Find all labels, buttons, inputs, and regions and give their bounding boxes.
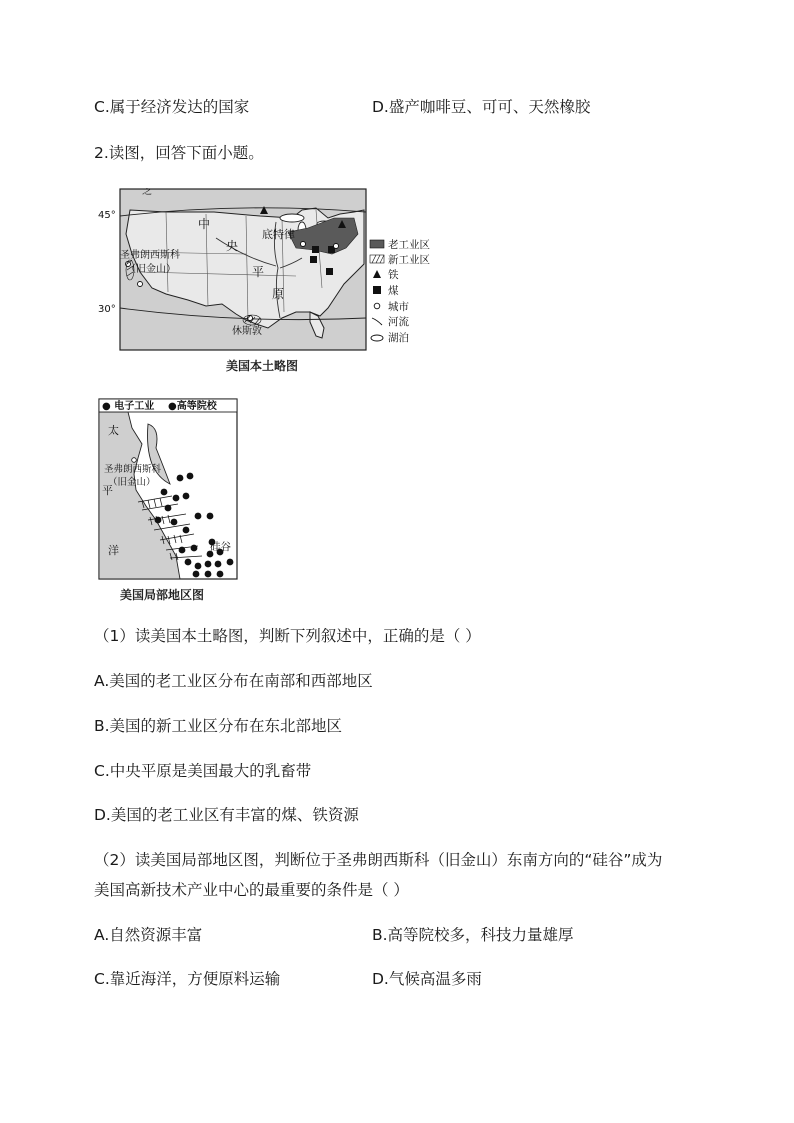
label-ping: 平 (102, 484, 113, 497)
central-plain-label-4: 原 (272, 287, 285, 301)
us-mainland-map-svg (96, 188, 436, 352)
sf-label-2: （旧金山） (108, 477, 156, 488)
legend-lake: 湖泊 (388, 332, 409, 344)
legend-river: 河流 (388, 316, 409, 328)
map1-caption: 美国本土略图 (226, 359, 299, 373)
sf-label-2: （旧金山） (126, 264, 176, 275)
coal-marker (326, 268, 333, 275)
iron-triangle-icon (373, 270, 381, 278)
legend-old-industry: 老工业区 (388, 239, 430, 251)
central-plain-label-3: 平 (252, 265, 265, 279)
coal-marker (312, 246, 319, 253)
map2-caption: 美国局部地区图 (120, 588, 205, 602)
q2-intro: 2.读图，回答下面小题。 (94, 144, 264, 162)
sf-label: 圣弗朗西斯科 (120, 250, 180, 261)
q1-option-d: D.盛产咖啡豆、可可、天然橡胶 (372, 98, 591, 116)
sub1-option-d: D.美国的老工业区有丰富的煤、铁资源 (94, 806, 359, 824)
detroit-label: 底特律 (262, 228, 295, 241)
sf-label: 圣弗朗西斯科 (104, 464, 162, 475)
sub2-option-a: A.自然资源丰富 (94, 926, 203, 944)
us-regional-map-svg (98, 398, 238, 580)
label-tai: 太 (108, 424, 119, 437)
legend-electronics: ● 电子工业 (102, 401, 155, 412)
legend-city: 城市 (388, 301, 409, 313)
old-industry-swatch (370, 240, 384, 248)
lake-icon (371, 335, 383, 341)
sub2-option-c: C.靠近海洋，方便原料运输 (94, 970, 281, 988)
q1-option-c: C.属于经济发达的国家 (94, 98, 250, 116)
sub1-option-b: B.美国的新工业区分布在东北部地区 (94, 717, 343, 735)
sub2-stem-line1: （2）读美国局部地区图，判断位于圣弗朗西斯科（旧金山）东南方向的“硅谷”成为 (94, 851, 663, 869)
city-circle-icon (374, 303, 380, 309)
sub1-option-a: A.美国的老工业区分布在南部和西部地区 (94, 672, 373, 690)
silicon-valley-label: 硅谷 (210, 541, 231, 553)
sub1-option-c: C.中央平原是美国最大的乳畜带 (94, 762, 312, 780)
legend-university: ●高等院校 (168, 401, 217, 412)
river-icon (372, 318, 382, 325)
legend-coal: 煤 (388, 285, 399, 297)
coal-marker (310, 256, 317, 263)
legend-new-industry: 新工业区 (388, 254, 430, 266)
us-regional-map (98, 398, 238, 580)
sub1-stem: （1）读美国本土略图，判断下列叙述中，正确的是（ ） (94, 627, 481, 645)
map1-top-label: 芝 (142, 188, 152, 197)
central-plain-label-2: 央 (226, 239, 239, 253)
sub2-stem-line2: 美国高新技术产业中心的最重要的条件是（ ） (94, 881, 409, 899)
coal-square-icon (373, 286, 381, 294)
sub2-option-b: B.高等院校多，科技力量雄厚 (372, 926, 574, 944)
us-mainland-map (96, 188, 436, 352)
sub2-option-d: D.气候高温多雨 (372, 970, 482, 988)
label-yang: 洋 (108, 544, 119, 557)
sf-city-marker (132, 458, 137, 463)
map1-legend (370, 238, 430, 344)
central-plain-label-1: 中 (198, 217, 211, 231)
legend-iron: 铁 (388, 269, 399, 281)
lat-45-label: 45° (98, 210, 116, 221)
lat-30-label: 30° (98, 304, 116, 315)
houston-label: 休斯敦 (232, 326, 262, 337)
